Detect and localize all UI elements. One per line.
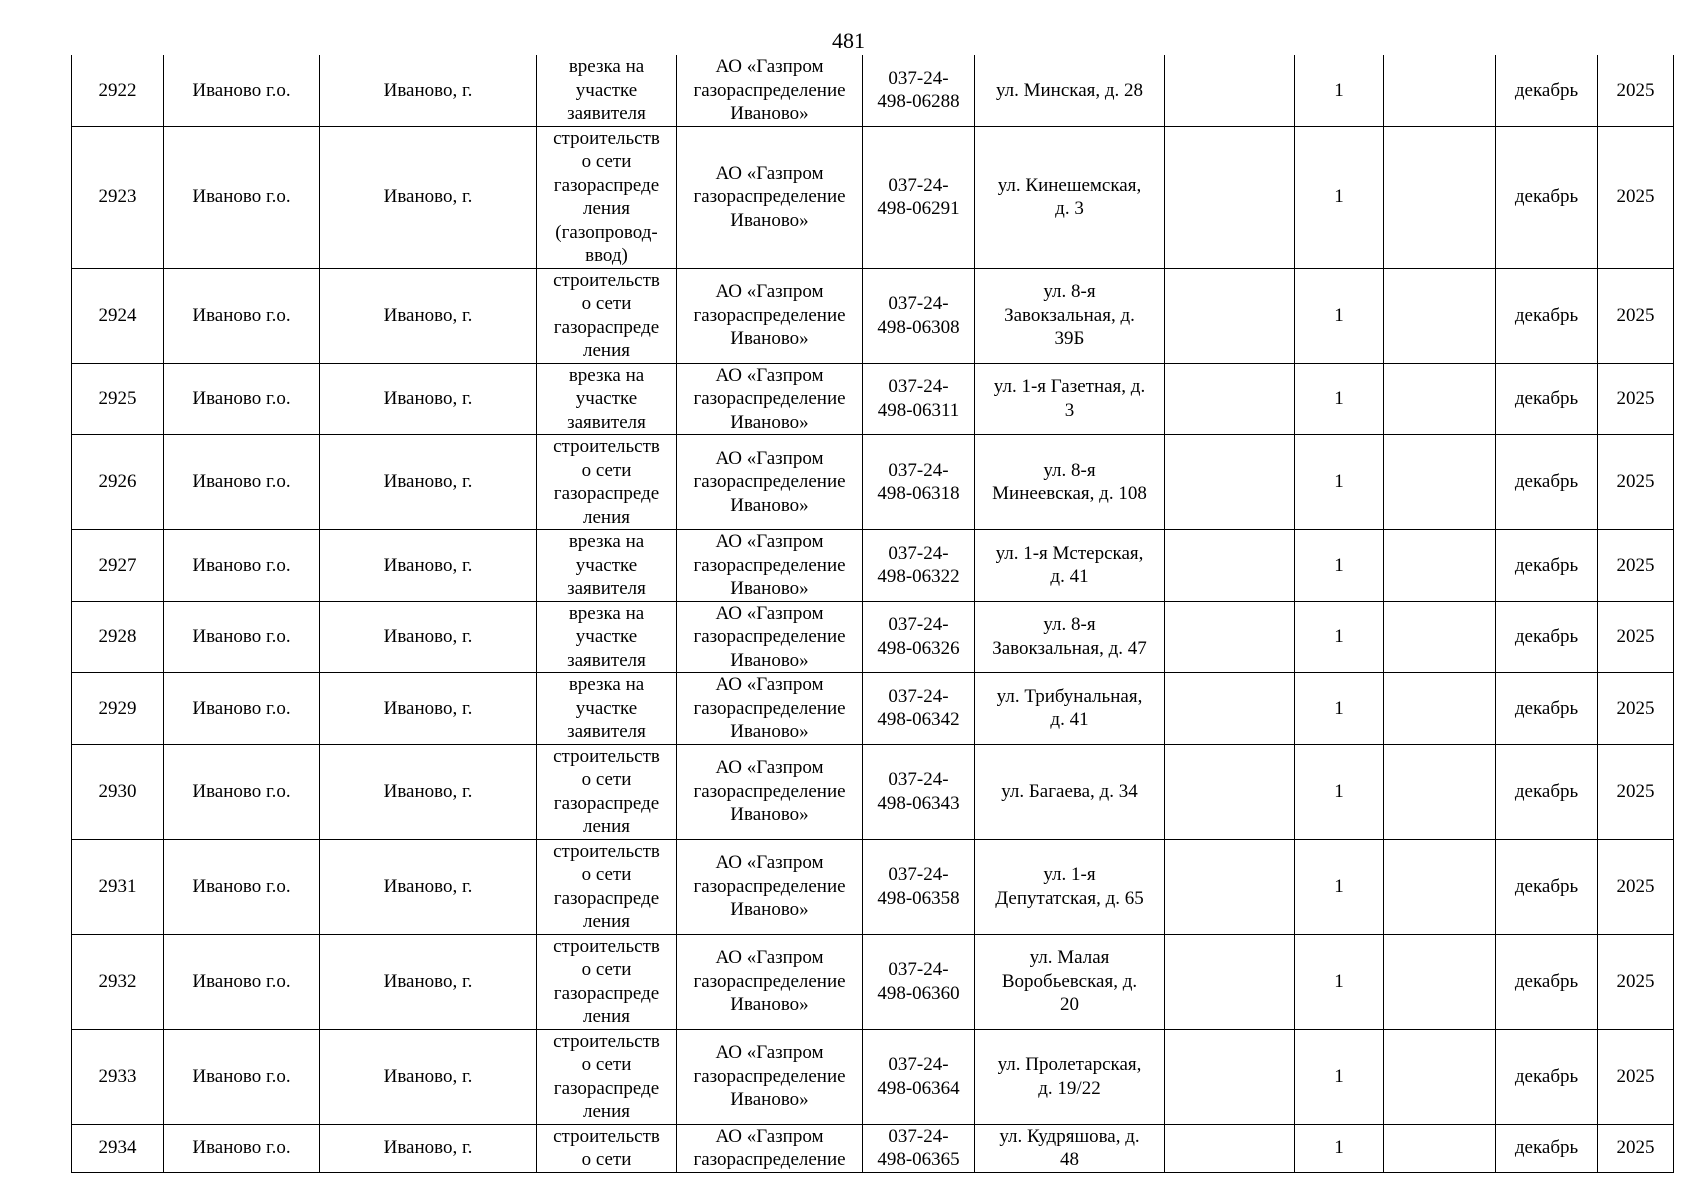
empty-cell xyxy=(1384,744,1496,839)
locality-cell: Иваново, г. xyxy=(320,673,537,745)
organization-cell: АО «Газпром газораспределение Иваново» xyxy=(677,268,863,363)
year-cell: 2025 xyxy=(1598,55,1674,126)
district-cell: Иваново г.о. xyxy=(164,601,320,673)
work-type-cell: строительств о сети газораспреде ления xyxy=(537,435,677,530)
address-cell: ул. Пролетарская, д. 19/22 xyxy=(975,1029,1165,1124)
month-cell: декабрь xyxy=(1496,673,1598,745)
locality-cell: Иваново, г. xyxy=(320,1124,537,1172)
address-cell: ул. Багаева, д. 34 xyxy=(975,744,1165,839)
work-type-cell: строительств о сети газораспреде ления xyxy=(537,268,677,363)
year-cell: 2025 xyxy=(1598,530,1674,602)
year-cell: 2025 xyxy=(1598,435,1674,530)
month-cell: декабрь xyxy=(1496,126,1598,268)
empty-cell xyxy=(1165,839,1295,934)
empty-cell xyxy=(1384,1029,1496,1124)
work-type-cell: строительств о сети газораспреде ления xyxy=(537,839,677,934)
empty-cell xyxy=(1165,673,1295,745)
count-cell: 1 xyxy=(1295,673,1384,745)
table-row xyxy=(72,1029,1674,1124)
application-code-cell: 037-24- 498-06342 xyxy=(863,673,975,745)
month-cell: декабрь xyxy=(1496,934,1598,1029)
work-type-cell: врезка на участке заявителя xyxy=(537,530,677,602)
table-row xyxy=(72,126,1674,268)
organization-cell: АО «Газпром газораспределение Иваново» xyxy=(677,601,863,673)
row-number: 2924 xyxy=(72,268,164,363)
row-number: 2923 xyxy=(72,126,164,268)
empty-cell xyxy=(1384,839,1496,934)
row-number: 2926 xyxy=(72,435,164,530)
row-number: 2925 xyxy=(72,363,164,435)
address-cell: ул. Малая Воробьевская, д. 20 xyxy=(975,934,1165,1029)
year-cell: 2025 xyxy=(1598,601,1674,673)
application-code-cell: 037-24- 498-06288 xyxy=(863,55,975,126)
work-type-cell: строительств о сети газораспреде ления xyxy=(537,744,677,839)
table-row xyxy=(72,363,1674,435)
address-cell: ул. 1-я Мстерская, д. 41 xyxy=(975,530,1165,602)
empty-cell xyxy=(1165,1124,1295,1172)
application-code-cell: 037-24- 498-06343 xyxy=(863,744,975,839)
address-cell: ул. 1-я Газетная, д. 3 xyxy=(975,363,1165,435)
table-row xyxy=(72,530,1674,602)
application-code-cell: 037-24- 498-06326 xyxy=(863,601,975,673)
month-cell: декабрь xyxy=(1496,55,1598,126)
empty-cell xyxy=(1384,1124,1496,1172)
empty-cell xyxy=(1165,530,1295,602)
count-cell: 1 xyxy=(1295,601,1384,673)
year-cell: 2025 xyxy=(1598,934,1674,1029)
district-cell: Иваново г.о. xyxy=(164,744,320,839)
year-cell: 2025 xyxy=(1598,126,1674,268)
work-type-cell: строительств о сети газораспреде ления xyxy=(537,934,677,1029)
application-code-cell: 037-24- 498-06308 xyxy=(863,268,975,363)
empty-cell xyxy=(1165,744,1295,839)
organization-cell: АО «Газпром газораспределение Иваново» xyxy=(677,1029,863,1124)
row-number: 2922 xyxy=(72,55,164,126)
address-cell: ул. 1-я Депутатская, д. 65 xyxy=(975,839,1165,934)
table-row xyxy=(72,1124,1674,1172)
row-number: 2930 xyxy=(72,744,164,839)
year-cell: 2025 xyxy=(1598,363,1674,435)
empty-cell xyxy=(1384,435,1496,530)
year-cell: 2025 xyxy=(1598,744,1674,839)
work-type-cell: строительств о сети газораспреде ления (газопровод- ввод) xyxy=(537,126,677,268)
address-cell: ул. Кинешемская, д. 3 xyxy=(975,126,1165,268)
empty-cell xyxy=(1165,126,1295,268)
organization-cell: АО «Газпром газораспределение Иваново» xyxy=(677,673,863,745)
district-cell: Иваново г.о. xyxy=(164,55,320,126)
locality-cell: Иваново, г. xyxy=(320,363,537,435)
year-cell: 2025 xyxy=(1598,1029,1674,1124)
work-type-cell: врезка на участке заявителя xyxy=(537,363,677,435)
locality-cell: Иваново, г. xyxy=(320,126,537,268)
address-cell: ул. 8-я Завокзальная, д. 39Б xyxy=(975,268,1165,363)
row-number: 2932 xyxy=(72,934,164,1029)
empty-cell xyxy=(1165,934,1295,1029)
month-cell: декабрь xyxy=(1496,268,1598,363)
month-cell: декабрь xyxy=(1496,530,1598,602)
empty-cell xyxy=(1384,363,1496,435)
row-number: 2927 xyxy=(72,530,164,602)
count-cell: 1 xyxy=(1295,1124,1384,1172)
organization-cell: АО «Газпром газораспределение Иваново» xyxy=(677,363,863,435)
empty-cell xyxy=(1384,55,1496,126)
district-cell: Иваново г.о. xyxy=(164,673,320,745)
count-cell: 1 xyxy=(1295,934,1384,1029)
empty-cell xyxy=(1384,673,1496,745)
count-cell: 1 xyxy=(1295,363,1384,435)
address-cell: ул. 8-я Минеевская, д. 108 xyxy=(975,435,1165,530)
application-code-cell: 037-24- 498-06318 xyxy=(863,435,975,530)
locality-cell: Иваново, г. xyxy=(320,435,537,530)
district-cell: Иваново г.о. xyxy=(164,1124,320,1172)
application-code-cell: 037-24- 498-06322 xyxy=(863,530,975,602)
year-cell: 2025 xyxy=(1598,673,1674,745)
count-cell: 1 xyxy=(1295,55,1384,126)
application-code-cell: 037-24- 498-06364 xyxy=(863,1029,975,1124)
row-number: 2928 xyxy=(72,601,164,673)
address-cell: ул. Трибунальная, д. 41 xyxy=(975,673,1165,745)
table-row xyxy=(72,744,1674,839)
organization-cell: АО «Газпром газораспределение Иваново» xyxy=(677,55,863,126)
work-type-cell: врезка на участке заявителя xyxy=(537,55,677,126)
work-type-cell: строительств о сети xyxy=(537,1124,677,1172)
table-row xyxy=(72,268,1674,363)
district-cell: Иваново г.о. xyxy=(164,934,320,1029)
empty-cell xyxy=(1384,268,1496,363)
locality-cell: Иваново, г. xyxy=(320,601,537,673)
empty-cell xyxy=(1165,55,1295,126)
table-row xyxy=(72,934,1674,1029)
organization-cell: АО «Газпром газораспределение Иваново» xyxy=(677,934,863,1029)
empty-cell xyxy=(1384,601,1496,673)
month-cell: декабрь xyxy=(1496,435,1598,530)
year-cell: 2025 xyxy=(1598,1124,1674,1172)
registry-table xyxy=(71,55,1674,1173)
locality-cell: Иваново, г. xyxy=(320,268,537,363)
district-cell: Иваново г.о. xyxy=(164,839,320,934)
district-cell: Иваново г.о. xyxy=(164,1029,320,1124)
count-cell: 1 xyxy=(1295,268,1384,363)
empty-cell xyxy=(1165,435,1295,530)
organization-cell: АО «Газпром газораспределение Иваново» xyxy=(677,744,863,839)
empty-cell xyxy=(1165,268,1295,363)
count-cell: 1 xyxy=(1295,435,1384,530)
month-cell: декабрь xyxy=(1496,839,1598,934)
locality-cell: Иваново, г. xyxy=(320,744,537,839)
locality-cell: Иваново, г. xyxy=(320,55,537,126)
organization-cell: АО «Газпром газораспределение Иваново» xyxy=(677,530,863,602)
row-number: 2934 xyxy=(72,1124,164,1172)
address-cell: ул. Минская, д. 28 xyxy=(975,55,1165,126)
work-type-cell: врезка на участке заявителя xyxy=(537,601,677,673)
month-cell: декабрь xyxy=(1496,1029,1598,1124)
empty-cell xyxy=(1165,1029,1295,1124)
table-row xyxy=(72,601,1674,673)
empty-cell xyxy=(1165,363,1295,435)
row-number: 2929 xyxy=(72,673,164,745)
count-cell: 1 xyxy=(1295,530,1384,602)
row-number: 2931 xyxy=(72,839,164,934)
application-code-cell: 037-24- 498-06311 xyxy=(863,363,975,435)
work-type-cell: врезка на участке заявителя xyxy=(537,673,677,745)
table-body xyxy=(72,55,1674,1172)
month-cell: декабрь xyxy=(1496,363,1598,435)
district-cell: Иваново г.о. xyxy=(164,435,320,530)
month-cell: декабрь xyxy=(1496,601,1598,673)
empty-cell xyxy=(1384,934,1496,1029)
month-cell: декабрь xyxy=(1496,1124,1598,1172)
count-cell: 1 xyxy=(1295,744,1384,839)
district-cell: Иваново г.о. xyxy=(164,268,320,363)
year-cell: 2025 xyxy=(1598,839,1674,934)
table-row xyxy=(72,55,1674,126)
organization-cell: АО «Газпром газораспределение Иваново» xyxy=(677,126,863,268)
district-cell: Иваново г.о. xyxy=(164,126,320,268)
address-cell: ул. Кудряшова, д. 48 xyxy=(975,1124,1165,1172)
address-cell: ул. 8-я Завокзальная, д. 47 xyxy=(975,601,1165,673)
table-row xyxy=(72,673,1674,745)
table-row xyxy=(72,839,1674,934)
empty-cell xyxy=(1384,530,1496,602)
empty-cell xyxy=(1384,126,1496,268)
month-cell: декабрь xyxy=(1496,744,1598,839)
count-cell: 1 xyxy=(1295,126,1384,268)
application-code-cell: 037-24- 498-06365 xyxy=(863,1124,975,1172)
locality-cell: Иваново, г. xyxy=(320,839,537,934)
district-cell: Иваново г.о. xyxy=(164,363,320,435)
year-cell: 2025 xyxy=(1598,268,1674,363)
organization-cell: АО «Газпром газораспределение xyxy=(677,1124,863,1172)
count-cell: 1 xyxy=(1295,839,1384,934)
organization-cell: АО «Газпром газораспределение Иваново» xyxy=(677,839,863,934)
application-code-cell: 037-24- 498-06360 xyxy=(863,934,975,1029)
district-cell: Иваново г.о. xyxy=(164,530,320,602)
locality-cell: Иваново, г. xyxy=(320,530,537,602)
page-number: 481 xyxy=(832,28,865,53)
organization-cell: АО «Газпром газораспределение Иваново» xyxy=(677,435,863,530)
application-code-cell: 037-24- 498-06291 xyxy=(863,126,975,268)
empty-cell xyxy=(1165,601,1295,673)
table-row xyxy=(72,435,1674,530)
work-type-cell: строительств о сети газораспреде ления xyxy=(537,1029,677,1124)
count-cell: 1 xyxy=(1295,1029,1384,1124)
locality-cell: Иваново, г. xyxy=(320,1029,537,1124)
locality-cell: Иваново, г. xyxy=(320,934,537,1029)
application-code-cell: 037-24- 498-06358 xyxy=(863,839,975,934)
row-number: 2933 xyxy=(72,1029,164,1124)
